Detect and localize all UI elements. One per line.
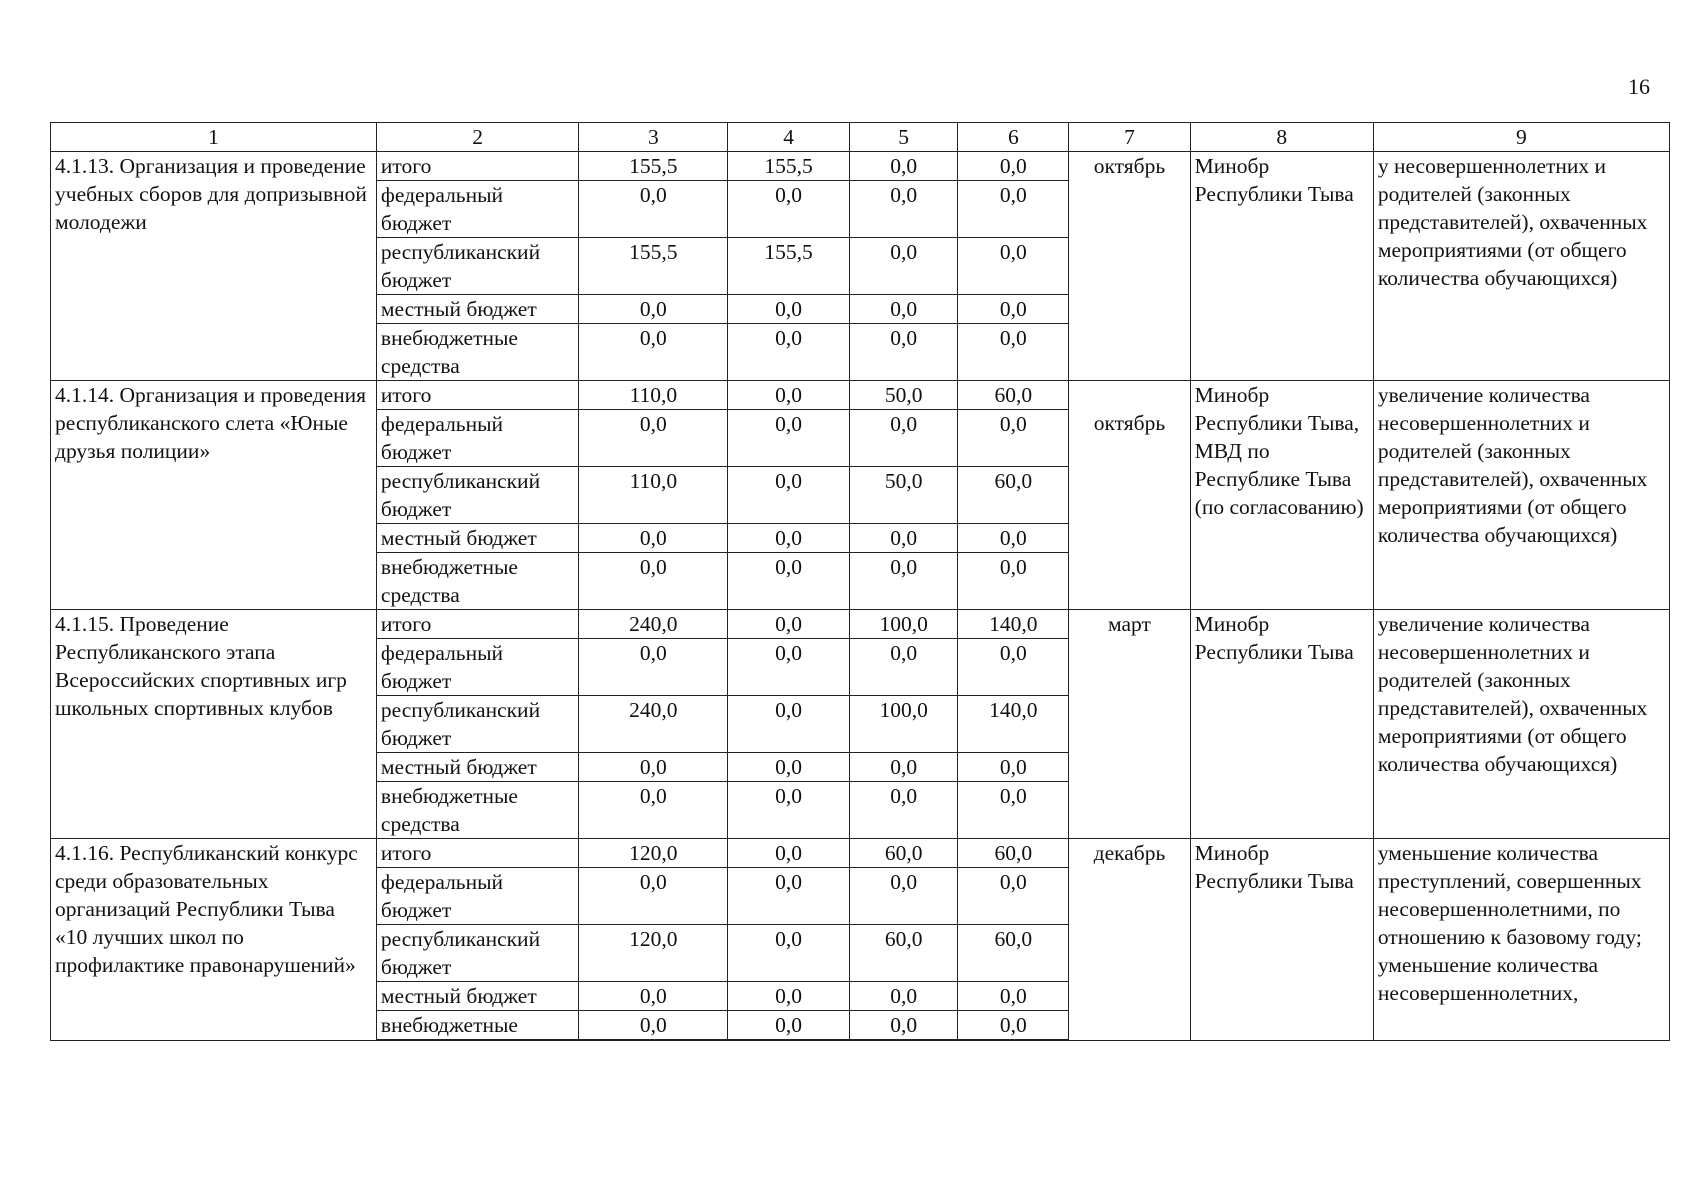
- amount-cell: 155,5: [728, 152, 849, 181]
- amount-cell: 0,0: [579, 524, 728, 553]
- column-header: 5: [849, 123, 958, 152]
- amount-cell: 155,5: [579, 238, 728, 295]
- funding-source: итого: [376, 610, 578, 639]
- table-row: [51, 381, 1670, 410]
- amount-cell: 0,0: [579, 982, 728, 1011]
- amount-cell: 120,0: [579, 839, 728, 868]
- amount-cell: 0,0: [728, 1011, 849, 1041]
- amount-cell: 0,0: [728, 839, 849, 868]
- amount-cell: 0,0: [728, 467, 849, 524]
- amount-cell: 0,0: [958, 553, 1069, 610]
- funding-source: итого: [376, 152, 578, 181]
- amount-cell: 0,0: [579, 410, 728, 467]
- amount-cell: 0,0: [958, 782, 1069, 839]
- column-header: 7: [1069, 123, 1190, 152]
- amount-cell: 0,0: [728, 696, 849, 753]
- amount-cell: 0,0: [849, 553, 958, 610]
- amount-cell: 0,0: [579, 295, 728, 324]
- amount-cell: 100,0: [849, 610, 958, 639]
- result-cell: у несовершеннолетних и родителей (законных представителей), охваченных мероприятиями (от общего количества обучающихся): [1373, 152, 1669, 381]
- amount-cell: 240,0: [579, 696, 728, 753]
- program-table: [50, 122, 1670, 1041]
- page-number: 16: [1628, 74, 1650, 99]
- funding-source: республиканский бюджет: [376, 238, 578, 295]
- amount-cell: 0,0: [849, 753, 958, 782]
- amount-cell: 50,0: [849, 467, 958, 524]
- amount-cell: 0,0: [849, 238, 958, 295]
- amount-cell: 0,0: [958, 868, 1069, 925]
- amount-cell: 0,0: [579, 553, 728, 610]
- term-cell: март: [1069, 610, 1190, 839]
- amount-cell: 0,0: [849, 295, 958, 324]
- amount-cell: 0,0: [849, 152, 958, 181]
- column-header: 4: [728, 123, 849, 152]
- amount-cell: 120,0: [579, 925, 728, 982]
- funding-source: итого: [376, 839, 578, 868]
- executor-cell: Минобр Республики Тыва: [1190, 610, 1373, 839]
- amount-cell: 240,0: [579, 610, 728, 639]
- executor-cell: Минобр Республики Тыва: [1190, 152, 1373, 381]
- activity-name: 4.1.14. Организация и проведения республиканского слета «Юные друзья полиции»: [51, 381, 377, 610]
- amount-cell: 0,0: [958, 753, 1069, 782]
- amount-cell: 60,0: [958, 381, 1069, 410]
- amount-cell: 0,0: [849, 410, 958, 467]
- amount-cell: 60,0: [958, 839, 1069, 868]
- funding-source: внебюджетные: [376, 1011, 578, 1041]
- column-header: 1: [51, 123, 377, 152]
- amount-cell: 0,0: [958, 238, 1069, 295]
- amount-cell: 0,0: [958, 152, 1069, 181]
- activity-name: 4.1.16. Республиканский конкурс среди образовательных организаций Республики Тыва «10 лучших школ по профилактике правонарушений»: [51, 839, 377, 1041]
- amount-cell: 155,5: [579, 152, 728, 181]
- amount-cell: 100,0: [849, 696, 958, 753]
- table-row: [51, 610, 1670, 639]
- amount-cell: 0,0: [849, 982, 958, 1011]
- amount-cell: 140,0: [958, 696, 1069, 753]
- amount-cell: 0,0: [579, 181, 728, 238]
- amount-cell: 0,0: [958, 982, 1069, 1011]
- amount-cell: 0,0: [728, 553, 849, 610]
- amount-cell: 155,5: [728, 238, 849, 295]
- amount-cell: 0,0: [728, 295, 849, 324]
- amount-cell: 0,0: [958, 410, 1069, 467]
- funding-source: местный бюджет: [376, 982, 578, 1011]
- funding-source: федеральный бюджет: [376, 410, 578, 467]
- amount-cell: 0,0: [958, 295, 1069, 324]
- amount-cell: 0,0: [728, 524, 849, 553]
- amount-cell: 0,0: [579, 753, 728, 782]
- amount-cell: 60,0: [958, 925, 1069, 982]
- amount-cell: 0,0: [958, 181, 1069, 238]
- funding-source: внебюджетные средства: [376, 324, 578, 381]
- amount-cell: 0,0: [579, 639, 728, 696]
- amount-cell: 110,0: [579, 467, 728, 524]
- funding-source: республиканский бюджет: [376, 925, 578, 982]
- amount-cell: 0,0: [728, 324, 849, 381]
- result-cell: уменьшение количества преступлений, совершенных несовершеннолетними, по отношению к базовому году; уменьшение количества несовершеннолетних,: [1373, 839, 1669, 1041]
- amount-cell: 60,0: [958, 467, 1069, 524]
- funding-source: внебюджетные средства: [376, 782, 578, 839]
- activity-name: 4.1.15. Проведение Республиканского этапа Всероссийских спортивных игр школьных спортивных клубов: [51, 610, 377, 839]
- amount-cell: 0,0: [958, 639, 1069, 696]
- amount-cell: 0,0: [728, 782, 849, 839]
- executor-cell: Минобр Республики Тыва, МВД по Республике Тыва (по согласованию): [1190, 381, 1373, 610]
- funding-source: федеральный бюджет: [376, 639, 578, 696]
- funding-source: итого: [376, 381, 578, 410]
- term-cell: декабрь: [1069, 839, 1190, 1041]
- amount-cell: 0,0: [728, 181, 849, 238]
- amount-cell: 0,0: [849, 782, 958, 839]
- amount-cell: 0,0: [849, 1011, 958, 1041]
- executor-cell: Минобр Республики Тыва: [1190, 839, 1373, 1041]
- amount-cell: 0,0: [728, 982, 849, 1011]
- result-cell: увеличение количества несовершеннолетних и родителей (законных представителей), охваченных мероприятиями (от общего количества обучающихся): [1373, 610, 1669, 839]
- amount-cell: 0,0: [849, 868, 958, 925]
- amount-cell: 0,0: [958, 324, 1069, 381]
- column-header: 8: [1190, 123, 1373, 152]
- table-row: [51, 152, 1670, 181]
- amount-cell: 0,0: [728, 610, 849, 639]
- amount-cell: 50,0: [849, 381, 958, 410]
- amount-cell: 0,0: [849, 639, 958, 696]
- amount-cell: 0,0: [958, 1011, 1069, 1041]
- amount-cell: 0,0: [849, 524, 958, 553]
- column-header: 6: [958, 123, 1069, 152]
- amount-cell: 0,0: [849, 324, 958, 381]
- table-row: [51, 839, 1670, 868]
- amount-cell: 0,0: [728, 753, 849, 782]
- activity-name: 4.1.13. Организация и проведение учебных сборов для допризывной молодежи: [51, 152, 377, 381]
- amount-cell: 0,0: [579, 324, 728, 381]
- amount-cell: 0,0: [849, 181, 958, 238]
- funding-source: местный бюджет: [376, 753, 578, 782]
- column-header: 2: [376, 123, 578, 152]
- amount-cell: 0,0: [728, 410, 849, 467]
- term-cell: октябрь: [1069, 381, 1190, 610]
- term-cell: октябрь: [1069, 152, 1190, 381]
- amount-cell: 60,0: [849, 925, 958, 982]
- funding-source: республиканский бюджет: [376, 467, 578, 524]
- column-header: 9: [1373, 123, 1669, 152]
- amount-cell: 60,0: [849, 839, 958, 868]
- funding-source: федеральный бюджет: [376, 181, 578, 238]
- funding-source: внебюджетные средства: [376, 553, 578, 610]
- result-cell: увеличение количества несовершеннолетних и родителей (законных представителей), охваченных мероприятиями (от общего количества обучающихся): [1373, 381, 1669, 610]
- amount-cell: 0,0: [728, 639, 849, 696]
- amount-cell: 0,0: [958, 524, 1069, 553]
- funding-source: республиканский бюджет: [376, 696, 578, 753]
- funding-source: местный бюджет: [376, 295, 578, 324]
- funding-source: федеральный бюджет: [376, 868, 578, 925]
- column-header: 3: [579, 123, 728, 152]
- amount-cell: 110,0: [579, 381, 728, 410]
- amount-cell: 0,0: [579, 1011, 728, 1041]
- amount-cell: 0,0: [728, 925, 849, 982]
- column-number-row: [51, 123, 1670, 152]
- amount-cell: 0,0: [579, 782, 728, 839]
- amount-cell: 0,0: [728, 381, 849, 410]
- funding-source: местный бюджет: [376, 524, 578, 553]
- amount-cell: 140,0: [958, 610, 1069, 639]
- amount-cell: 0,0: [728, 868, 849, 925]
- amount-cell: 0,0: [579, 868, 728, 925]
